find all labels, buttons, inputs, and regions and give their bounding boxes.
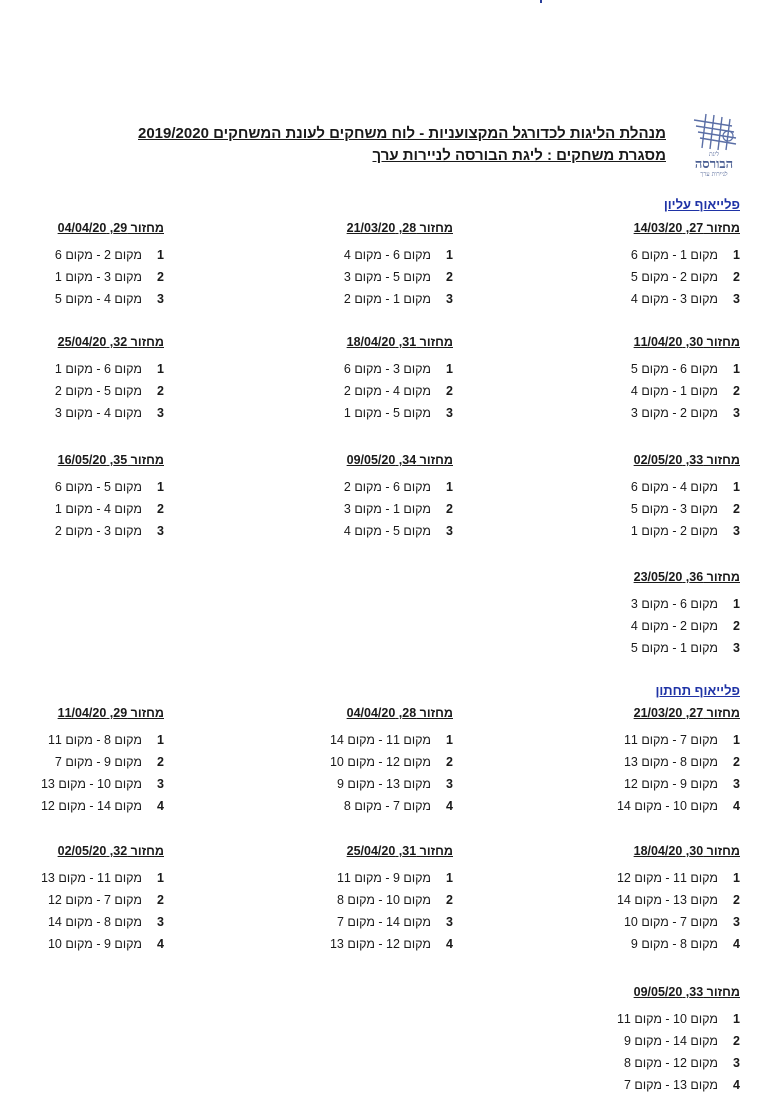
match-list	[14, 867, 164, 955]
match-row	[14, 288, 164, 310]
match-row	[590, 288, 740, 310]
match-pairing: מקום 10 - מקום 11	[616, 1012, 718, 1026]
match-number: 2	[733, 502, 740, 516]
match-number: 2	[733, 619, 740, 633]
match-number: 3	[733, 292, 740, 306]
match-row	[14, 867, 164, 889]
match-number: 3	[446, 524, 453, 538]
match-list	[303, 729, 453, 817]
match-pairing: מקום 3 - מקום 5	[630, 502, 718, 516]
match-number: 3	[157, 915, 164, 929]
round-block	[590, 983, 740, 1096]
match-pairing: מקום 7 - מקום 12	[47, 893, 142, 907]
match-number: 3	[733, 777, 740, 791]
match-pairing: מקום 14 - מקום 12	[40, 799, 142, 813]
match-pairing: מקום 2 - מקום 6	[54, 248, 142, 262]
page-marker	[540, 0, 542, 3]
match-pairing: מקום 11 - מקום 12	[616, 871, 718, 885]
match-number: 1	[446, 480, 453, 494]
match-row	[14, 380, 164, 402]
match-list	[590, 244, 740, 310]
match-row	[14, 889, 164, 911]
match-row	[590, 593, 740, 615]
match-pairing: מקום 5 - מקום 6	[54, 480, 142, 494]
match-row	[14, 498, 164, 520]
round-block	[590, 842, 740, 955]
match-row	[590, 358, 740, 380]
document-title: מנהלת הליגות לכדורגל המקצועניות - לוח משחקים לעונת המשחקים 2019/2020	[138, 125, 666, 142]
match-pairing: מקום 4 - מקום 2	[343, 384, 431, 398]
match-pairing: מקום 5 - מקום 4	[343, 524, 431, 538]
match-list	[590, 476, 740, 542]
match-number: 4	[446, 937, 453, 951]
match-number: 1	[157, 480, 164, 494]
match-number: 4	[733, 937, 740, 951]
round-title: מחזור 27, 21/03/20	[633, 706, 740, 720]
match-list	[590, 593, 740, 659]
match-row	[590, 911, 740, 933]
match-row	[303, 867, 453, 889]
match-pairing: מקום 1 - מקום 4	[630, 384, 718, 398]
round-title: מחזור 32, 02/05/20	[57, 844, 164, 858]
match-row	[303, 476, 453, 498]
match-row	[303, 358, 453, 380]
match-row	[303, 933, 453, 955]
round-block	[590, 451, 740, 542]
match-row	[590, 795, 740, 817]
match-row	[590, 1030, 740, 1052]
match-pairing: מקום 8 - מקום 14	[47, 915, 142, 929]
round-block	[590, 704, 740, 817]
match-row	[590, 1052, 740, 1074]
match-number: 3	[157, 777, 164, 791]
match-pairing: מקום 1 - מקום 5	[630, 641, 718, 655]
match-pairing: מקום 2 - מקום 1	[630, 524, 718, 538]
match-pairing: מקום 2 - מקום 4	[630, 619, 718, 633]
match-number: 1	[733, 362, 740, 376]
round-block	[590, 333, 740, 424]
match-number: 1	[446, 733, 453, 747]
match-number: 2	[446, 502, 453, 516]
match-pairing: מקום 1 - מקום 6	[630, 248, 718, 262]
match-number: 2	[157, 384, 164, 398]
match-pairing: מקום 13 - מקום 7	[623, 1078, 718, 1092]
round-block	[14, 704, 164, 817]
match-pairing: מקום 4 - מקום 5	[54, 292, 142, 306]
match-pairing: מקום 6 - מקום 5	[630, 362, 718, 376]
match-row	[303, 498, 453, 520]
round-block	[590, 568, 740, 659]
match-row	[14, 358, 164, 380]
match-pairing: מקום 7 - מקום 8	[343, 799, 431, 813]
match-number: 2	[157, 270, 164, 284]
match-number: 2	[733, 270, 740, 284]
match-number: 4	[733, 1078, 740, 1092]
match-number: 1	[157, 362, 164, 376]
round-block	[14, 333, 164, 424]
match-number: 1	[733, 1012, 740, 1026]
match-row	[303, 520, 453, 542]
match-list	[590, 867, 740, 955]
match-number: 1	[733, 480, 740, 494]
match-row	[590, 244, 740, 266]
round-title: מחזור 27, 14/03/20	[633, 221, 740, 235]
match-row	[303, 889, 453, 911]
match-pairing: מקום 11 - מקום 14	[329, 733, 431, 747]
match-row	[14, 911, 164, 933]
round-block	[303, 842, 453, 955]
match-number: 4	[157, 799, 164, 813]
logo-caption	[686, 152, 742, 178]
match-row	[303, 911, 453, 933]
round-block	[303, 219, 453, 310]
match-pairing: מקום 9 - מקום 10	[47, 937, 142, 951]
match-row	[590, 889, 740, 911]
match-number: 1	[157, 248, 164, 262]
match-row	[590, 402, 740, 424]
match-row	[14, 402, 164, 424]
match-pairing: מקום 4 - מקום 6	[630, 480, 718, 494]
match-pairing: מקום 3 - מקום 2	[54, 524, 142, 538]
match-list	[14, 244, 164, 310]
match-pairing: מקום 8 - מקום 13	[623, 755, 718, 769]
match-pairing: מקום 6 - מקום 3	[630, 597, 718, 611]
match-list	[303, 244, 453, 310]
match-pairing: מקום 9 - מקום 7	[54, 755, 142, 769]
match-number: 3	[157, 292, 164, 306]
round-block	[14, 219, 164, 310]
match-pairing: מקום 9 - מקום 12	[623, 777, 718, 791]
match-pairing: מקום 4 - מקום 3	[54, 406, 142, 420]
match-pairing: מקום 1 - מקום 3	[343, 502, 431, 516]
match-pairing: מקום 10 - מקום 14	[616, 799, 718, 813]
match-row	[303, 729, 453, 751]
round-title: מחזור 30, 11/04/20	[633, 335, 740, 349]
match-row	[14, 244, 164, 266]
match-pairing: מקום 12 - מקום 8	[623, 1056, 718, 1070]
match-row	[14, 266, 164, 288]
match-list	[14, 476, 164, 542]
match-pairing: מקום 4 - מקום 1	[54, 502, 142, 516]
match-number: 4	[446, 799, 453, 813]
match-row	[303, 266, 453, 288]
match-pairing: מקום 10 - מקום 8	[336, 893, 431, 907]
logo-line2: הבורסה	[694, 157, 734, 173]
match-pairing: מקום 2 - מקום 5	[630, 270, 718, 284]
match-pairing: מקום 13 - מקום 9	[336, 777, 431, 791]
logo-line1: ליגת	[708, 151, 720, 158]
match-row	[14, 795, 164, 817]
match-number: 3	[157, 524, 164, 538]
match-list	[303, 867, 453, 955]
match-number: 2	[446, 893, 453, 907]
match-pairing: מקום 6 - מקום 1	[54, 362, 142, 376]
match-number: 1	[157, 871, 164, 885]
round-title: מחזור 28, 21/03/20	[346, 221, 453, 235]
match-number: 2	[446, 384, 453, 398]
match-number: 1	[446, 362, 453, 376]
round-block	[14, 842, 164, 955]
match-pairing: מקום 5 - מקום 3	[343, 270, 431, 284]
match-row	[590, 1074, 740, 1096]
match-row	[590, 615, 740, 637]
match-row	[590, 476, 740, 498]
round-title: מחזור 32, 25/04/20	[57, 335, 164, 349]
match-list	[14, 729, 164, 817]
match-number: 3	[733, 915, 740, 929]
round-block	[590, 219, 740, 310]
round-block	[303, 333, 453, 424]
match-list	[303, 358, 453, 424]
match-pairing: מקום 12 - מקום 10	[329, 755, 431, 769]
match-pairing: מקום 3 - מקום 4	[630, 292, 718, 306]
match-pairing: מקום 5 - מקום 1	[343, 406, 431, 420]
match-number: 1	[157, 733, 164, 747]
match-number: 3	[446, 406, 453, 420]
match-number: 3	[446, 915, 453, 929]
match-number: 2	[446, 270, 453, 284]
match-row	[590, 380, 740, 402]
match-pairing: מקום 8 - מקום 9	[630, 937, 718, 951]
match-row	[303, 773, 453, 795]
match-row	[590, 637, 740, 659]
round-title: מחזור 29, 11/04/20	[57, 706, 164, 720]
match-row	[14, 476, 164, 498]
match-row	[14, 773, 164, 795]
match-pairing: מקום 9 - מקום 11	[336, 871, 431, 885]
match-row	[590, 498, 740, 520]
match-pairing: מקום 11 - מקום 13	[40, 871, 142, 885]
round-title: מחזור 31, 25/04/20	[346, 844, 453, 858]
match-row	[303, 795, 453, 817]
match-row	[590, 1008, 740, 1030]
round-title: מחזור 31, 18/04/20	[346, 335, 453, 349]
match-pairing: מקום 2 - מקום 3	[630, 406, 718, 420]
match-row	[14, 751, 164, 773]
match-row	[303, 380, 453, 402]
match-pairing: מקום 12 - מקום 13	[329, 937, 431, 951]
match-pairing: מקום 7 - מקום 10	[623, 915, 718, 929]
match-row	[590, 520, 740, 542]
match-number: 4	[157, 937, 164, 951]
match-number: 2	[157, 755, 164, 769]
match-list	[14, 358, 164, 424]
match-number: 2	[157, 502, 164, 516]
match-number: 3	[446, 292, 453, 306]
match-row	[303, 751, 453, 773]
match-number: 2	[733, 1034, 740, 1048]
match-list	[590, 729, 740, 817]
match-pairing: מקום 13 - מקום 14	[616, 893, 718, 907]
round-title: מחזור 29, 04/04/20	[57, 221, 164, 235]
match-number: 2	[446, 755, 453, 769]
match-number: 1	[733, 733, 740, 747]
match-number: 2	[733, 893, 740, 907]
playoff-upper-title: פלייאוף עליון	[663, 197, 740, 212]
match-row	[590, 867, 740, 889]
match-row	[14, 520, 164, 542]
playoff-lower-title: פלייאוף תחתון	[655, 683, 740, 698]
match-pairing: מקום 5 - מקום 2	[54, 384, 142, 398]
match-list	[590, 358, 740, 424]
round-title: מחזור 33, 09/05/20	[633, 985, 740, 999]
match-number: 3	[733, 406, 740, 420]
round-title: מחזור 36, 23/05/20	[633, 570, 740, 584]
match-number: 1	[733, 597, 740, 611]
match-pairing: מקום 10 - מקום 13	[40, 777, 142, 791]
match-pairing: מקום 14 - מקום 9	[623, 1034, 718, 1048]
match-number: 3	[733, 524, 740, 538]
match-number: 3	[446, 777, 453, 791]
round-block	[14, 451, 164, 542]
round-title: מחזור 30, 18/04/20	[633, 844, 740, 858]
match-number: 1	[446, 871, 453, 885]
match-row	[590, 773, 740, 795]
match-pairing: מקום 6 - מקום 4	[343, 248, 431, 262]
match-pairing: מקום 3 - מקום 6	[343, 362, 431, 376]
match-row	[303, 288, 453, 310]
match-pairing: מקום 6 - מקום 2	[343, 480, 431, 494]
logo-line3: לניירות ערך	[700, 170, 728, 178]
match-number: 2	[733, 755, 740, 769]
document-subtitle: מסגרת משחקים : ליגת הבורסה לניירות ערך	[372, 147, 666, 164]
match-row	[303, 402, 453, 424]
match-pairing: מקום 7 - מקום 11	[623, 733, 718, 747]
match-row	[590, 729, 740, 751]
match-number: 1	[446, 248, 453, 262]
match-row	[14, 933, 164, 955]
match-row	[590, 751, 740, 773]
match-pairing: מקום 8 - מקום 11	[47, 733, 142, 747]
round-title: מחזור 34, 09/05/20	[346, 453, 453, 467]
match-number: 1	[733, 248, 740, 262]
match-number: 3	[733, 641, 740, 655]
round-block	[303, 451, 453, 542]
round-title: מחזור 28, 04/04/20	[346, 706, 453, 720]
match-pairing: מקום 14 - מקום 7	[336, 915, 431, 929]
match-list	[303, 476, 453, 542]
round-block	[303, 704, 453, 817]
match-row	[14, 729, 164, 751]
match-list	[590, 1008, 740, 1096]
round-title: מחזור 35, 16/05/20	[57, 453, 164, 467]
match-number: 2	[733, 384, 740, 398]
match-number: 3	[157, 406, 164, 420]
match-row	[303, 244, 453, 266]
match-number: 3	[733, 1056, 740, 1070]
match-row	[590, 933, 740, 955]
match-row	[590, 266, 740, 288]
match-pairing: מקום 1 - מקום 2	[343, 292, 431, 306]
match-pairing: מקום 3 - מקום 1	[54, 270, 142, 284]
round-title: מחזור 33, 02/05/20	[633, 453, 740, 467]
match-number: 2	[157, 893, 164, 907]
match-number: 1	[733, 871, 740, 885]
match-number: 4	[733, 799, 740, 813]
